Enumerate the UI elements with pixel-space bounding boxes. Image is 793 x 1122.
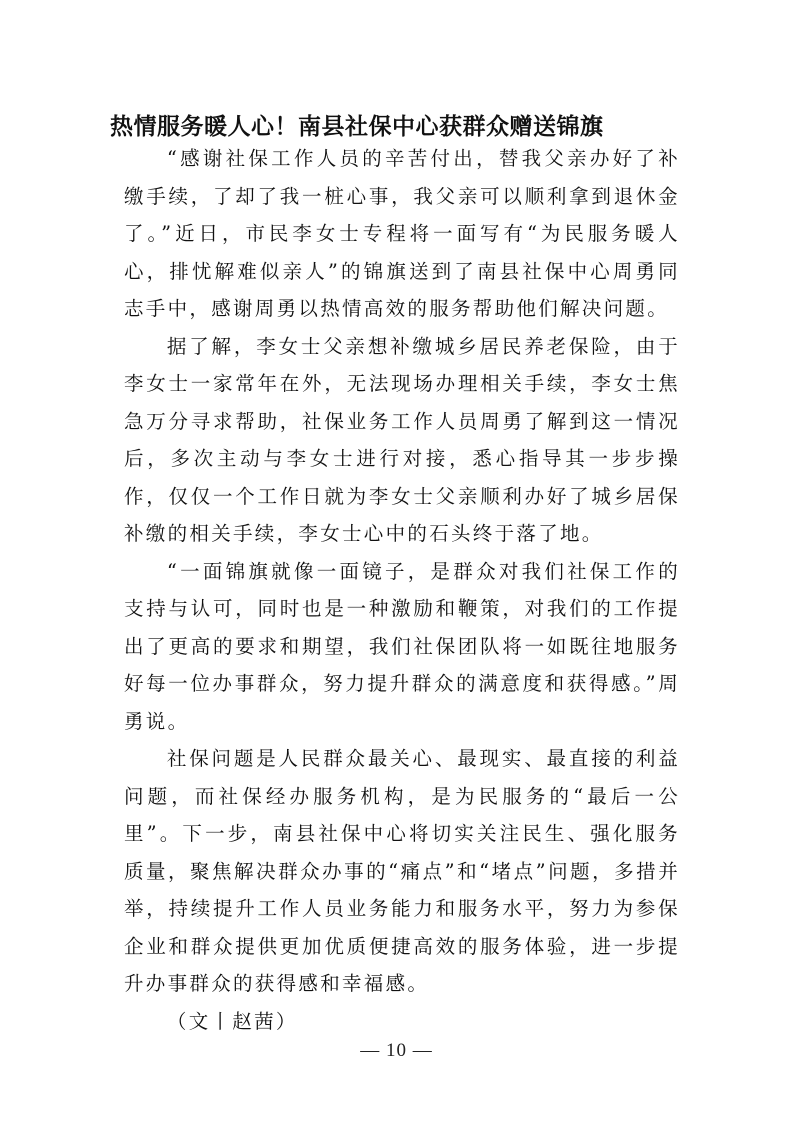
article-body <box>124 140 680 1040</box>
paragraph-zhou-yong-quote: “一面锦旗就像一面镜子，是群众对我们社保工作的支持与认可，同时也是一种激励和鞭策，对我们的工作提出了更高的要求和期望，我们社保团队将一如既往地服务好每一位办事群众，努力提升群众的满意度和获得感。”周勇说。 <box>124 559 680 733</box>
article-title: 热情服务暖人心！南县社保中心获群众赠送锦旗 <box>110 114 604 141</box>
author-byline: （文丨赵茜） <box>166 1009 298 1033</box>
paragraph-next-steps: 社保问题是人民群众最关心、最现实、最直接的利益问题，而社保经办服务机构，是为民服务的“最后一公里”。下一步，南县社保中心将切实关注民生、强化服务质量，聚焦解决群众办事的“痛点”和“堵点”问题，多措并举，持续提升工作人员业务能力和服务水平，努力为参保企业和群众提供更加优质便捷高效的服务体验，进一步提升办事群众的获得感和幸福感。 <box>124 747 680 995</box>
paragraph-background: 据了解，李女士父亲想补缴城乡居民养老保险，由于李女士一家常年在外，无法现场办理相关手续，李女士焦急万分寻求帮助，社保业务工作人员周勇了解到这一情况后，多次主动与李女士进行对接，悉心指导其一步步操作，仅仅一个工作日就为李女士父亲顺利办好了城乡居保补缴的相关手续，李女士心中的石头终于落了地。 <box>124 334 680 545</box>
paragraph-thanks-quote: “感谢社保工作人员的辛苦付出，替我父亲办好了补缴手续，了却了我一桩心事，我父亲可以顺利拿到退休金了。”近日，市民李女士专程将一面写有“为民服务暖人心，排忧解难似亲人”的锦旗送到了南县社保中心周勇同志手中，感谢周勇以热情高效的服务帮助他们解决问题。 <box>124 147 680 320</box>
page-number: — 10 — <box>360 1040 433 1061</box>
